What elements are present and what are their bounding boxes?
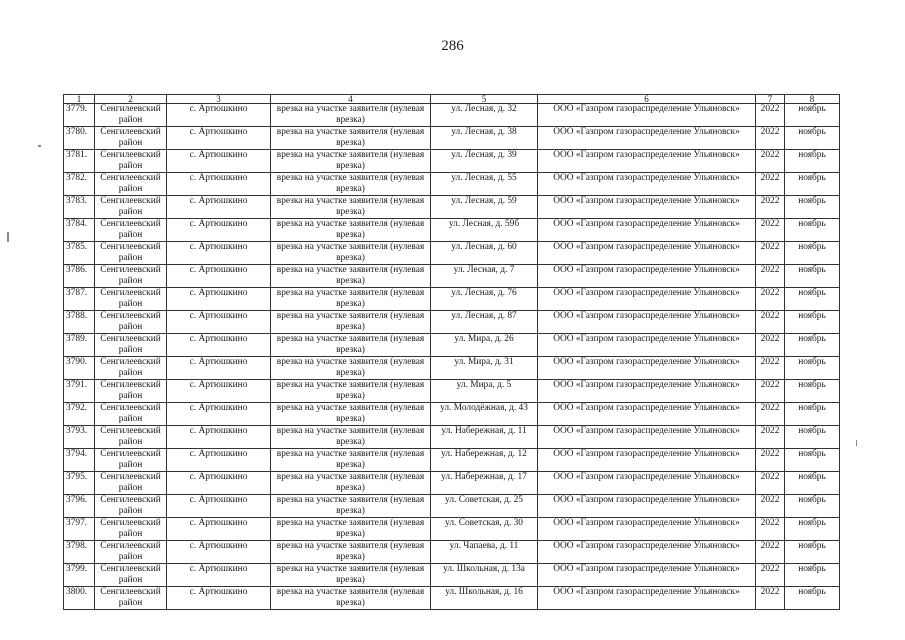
district-cell: Сенгилеевский район — [95, 196, 167, 219]
row-number: 3786. — [64, 265, 95, 288]
table-row — [64, 265, 840, 288]
organization-cell: ООО «Газпром газораспределение Ульяновск» — [538, 265, 756, 288]
village-cell: с. Артюшкино — [167, 380, 271, 403]
district-cell: Сенгилеевский район — [95, 127, 167, 150]
address-cell: ул. Молодёжная, д. 43 — [431, 403, 538, 426]
district-cell: Сенгилеевский район — [95, 265, 167, 288]
year-cell: 2022 — [756, 219, 785, 242]
work-type-cell: врезка на участке заявителя (нулевая врезка) — [271, 541, 431, 564]
table-row — [64, 242, 840, 265]
month-cell: ноябрь — [785, 403, 840, 426]
month-cell: ноябрь — [785, 127, 840, 150]
column-number-1: 1 — [64, 95, 95, 104]
year-cell: 2022 — [756, 449, 785, 472]
year-cell: 2022 — [756, 311, 785, 334]
village-cell: с. Артюшкино — [167, 587, 271, 610]
district-cell: Сенгилеевский район — [95, 518, 167, 541]
row-number: 3791. — [64, 380, 95, 403]
row-number: 3783. — [64, 196, 95, 219]
address-cell: ул. Школьная, д. 13а — [431, 564, 538, 587]
table-row — [64, 196, 840, 219]
address-cell: ул. Лесная, д. 39 — [431, 150, 538, 173]
row-number: 3784. — [64, 219, 95, 242]
year-cell: 2022 — [756, 495, 785, 518]
work-type-cell: врезка на участке заявителя (нулевая врезка) — [271, 380, 431, 403]
row-number: 3793. — [64, 426, 95, 449]
year-cell: 2022 — [756, 104, 785, 127]
village-cell: с. Артюшкино — [167, 288, 271, 311]
table-row — [64, 403, 840, 426]
month-cell: ноябрь — [785, 150, 840, 173]
table-row — [64, 426, 840, 449]
organization-cell: ООО «Газпром газораспределение Ульяновск» — [538, 403, 756, 426]
column-number-row — [64, 95, 840, 104]
village-cell: с. Артюшкино — [167, 173, 271, 196]
address-cell: ул. Школьная, д. 16 — [431, 587, 538, 610]
address-cell: ул. Лесная, д. 55 — [431, 173, 538, 196]
village-cell: с. Артюшкино — [167, 472, 271, 495]
district-cell: Сенгилеевский район — [95, 357, 167, 380]
year-cell: 2022 — [756, 380, 785, 403]
district-cell: Сенгилеевский район — [95, 495, 167, 518]
work-type-cell: врезка на участке заявителя (нулевая врезка) — [271, 587, 431, 610]
row-number: 3799. — [64, 564, 95, 587]
year-cell: 2022 — [756, 426, 785, 449]
work-type-cell: врезка на участке заявителя (нулевая врезка) — [271, 265, 431, 288]
work-type-cell: врезка на участке заявителя (нулевая врезка) — [271, 104, 431, 127]
column-number-6: 6 — [538, 95, 756, 104]
work-type-cell: врезка на участке заявителя (нулевая врезка) — [271, 564, 431, 587]
village-cell: с. Артюшкино — [167, 541, 271, 564]
work-type-cell: врезка на участке заявителя (нулевая врезка) — [271, 449, 431, 472]
address-cell: ул. Советская, д. 25 — [431, 495, 538, 518]
organization-cell: ООО «Газпром газораспределение Ульяновск» — [538, 449, 756, 472]
district-cell: Сенгилеевский район — [95, 380, 167, 403]
district-cell: Сенгилеевский район — [95, 311, 167, 334]
work-type-cell: врезка на участке заявителя (нулевая врезка) — [271, 403, 431, 426]
organization-cell: ООО «Газпром газораспределение Ульяновск» — [538, 564, 756, 587]
month-cell: ноябрь — [785, 564, 840, 587]
row-number: 3796. — [64, 495, 95, 518]
work-type-cell: врезка на участке заявителя (нулевая врезка) — [271, 518, 431, 541]
year-cell: 2022 — [756, 518, 785, 541]
organization-cell: ООО «Газпром газораспределение Ульяновск» — [538, 196, 756, 219]
district-cell: Сенгилеевский район — [95, 587, 167, 610]
address-cell: ул. Лесная, д. 76 — [431, 288, 538, 311]
organization-cell: ООО «Газпром газораспределение Ульяновск» — [538, 288, 756, 311]
table-row — [64, 495, 840, 518]
row-number: 3781. — [64, 150, 95, 173]
address-cell: ул. Чапаева, д. 11 — [431, 541, 538, 564]
table-row — [64, 219, 840, 242]
scan-speck — [7, 232, 9, 242]
row-number: 3798. — [64, 541, 95, 564]
month-cell: ноябрь — [785, 587, 840, 610]
row-number: 3800. — [64, 587, 95, 610]
table-row — [64, 587, 840, 610]
work-type-cell: врезка на участке заявителя (нулевая врезка) — [271, 173, 431, 196]
month-cell: ноябрь — [785, 173, 840, 196]
village-cell: с. Артюшкино — [167, 564, 271, 587]
organization-cell: ООО «Газпром газораспределение Ульяновск» — [538, 518, 756, 541]
work-type-cell: врезка на участке заявителя (нулевая врезка) — [271, 150, 431, 173]
district-cell: Сенгилеевский район — [95, 219, 167, 242]
month-cell: ноябрь — [785, 311, 840, 334]
table-row — [64, 518, 840, 541]
table-row — [64, 564, 840, 587]
address-cell: ул. Мира, д. 26 — [431, 334, 538, 357]
column-number-3: 3 — [167, 95, 271, 104]
village-cell: с. Артюшкино — [167, 495, 271, 518]
year-cell: 2022 — [756, 242, 785, 265]
register-table — [63, 94, 840, 610]
row-number: 3790. — [64, 357, 95, 380]
organization-cell: ООО «Газпром газораспределение Ульяновск» — [538, 472, 756, 495]
organization-cell: ООО «Газпром газораспределение Ульяновск» — [538, 104, 756, 127]
village-cell: с. Артюшкино — [167, 403, 271, 426]
district-cell: Сенгилеевский район — [95, 104, 167, 127]
organization-cell: ООО «Газпром газораспределение Ульяновск» — [538, 219, 756, 242]
district-cell: Сенгилеевский район — [95, 472, 167, 495]
address-cell: ул. Лесная, д. 60 — [431, 242, 538, 265]
district-cell: Сенгилеевский район — [95, 150, 167, 173]
month-cell: ноябрь — [785, 219, 840, 242]
year-cell: 2022 — [756, 288, 785, 311]
work-type-cell: врезка на участке заявителя (нулевая врезка) — [271, 196, 431, 219]
address-cell: ул. Мира, д. 5 — [431, 380, 538, 403]
organization-cell: ООО «Газпром газораспределение Ульяновск» — [538, 380, 756, 403]
row-number: 3797. — [64, 518, 95, 541]
district-cell: Сенгилеевский район — [95, 288, 167, 311]
month-cell: ноябрь — [785, 334, 840, 357]
organization-cell: ООО «Газпром газораспределение Ульяновск» — [538, 541, 756, 564]
work-type-cell: врезка на участке заявителя (нулевая врезка) — [271, 127, 431, 150]
row-number: 3792. — [64, 403, 95, 426]
row-number: 3780. — [64, 127, 95, 150]
organization-cell: ООО «Газпром газораспределение Ульяновск» — [538, 173, 756, 196]
row-number: 3782. — [64, 173, 95, 196]
table-row — [64, 311, 840, 334]
year-cell: 2022 — [756, 196, 785, 219]
village-cell: с. Артюшкино — [167, 265, 271, 288]
month-cell: ноябрь — [785, 357, 840, 380]
table-row — [64, 472, 840, 495]
table-row — [64, 449, 840, 472]
address-cell: ул. Лесная, д. 59б — [431, 219, 538, 242]
village-cell: с. Артюшкино — [167, 150, 271, 173]
work-type-cell: врезка на участке заявителя (нулевая врезка) — [271, 495, 431, 518]
address-cell: ул. Лесная, д. 59 — [431, 196, 538, 219]
village-cell: с. Артюшкино — [167, 449, 271, 472]
work-type-cell: врезка на участке заявителя (нулевая врезка) — [271, 311, 431, 334]
scan-speck — [856, 440, 857, 446]
organization-cell: ООО «Газпром газораспределение Ульяновск» — [538, 311, 756, 334]
work-type-cell: врезка на участке заявителя (нулевая врезка) — [271, 334, 431, 357]
table-row — [64, 357, 840, 380]
organization-cell: ООО «Газпром газораспределение Ульяновск» — [538, 150, 756, 173]
village-cell: с. Артюшкино — [167, 518, 271, 541]
table-body — [64, 104, 840, 610]
address-cell: ул. Набережная, д. 17 — [431, 472, 538, 495]
organization-cell: ООО «Газпром газораспределение Ульяновск» — [538, 495, 756, 518]
page-number: 286 — [441, 38, 464, 54]
column-number-2: 2 — [95, 95, 167, 104]
month-cell: ноябрь — [785, 288, 840, 311]
table-row — [64, 173, 840, 196]
village-cell: с. Артюшкино — [167, 219, 271, 242]
work-type-cell: врезка на участке заявителя (нулевая врезка) — [271, 472, 431, 495]
address-cell: ул. Лесная, д. 87 — [431, 311, 538, 334]
row-number: 3788. — [64, 311, 95, 334]
district-cell: Сенгилеевский район — [95, 541, 167, 564]
month-cell: ноябрь — [785, 380, 840, 403]
address-cell: ул. Лесная, д. 7 — [431, 265, 538, 288]
village-cell: с. Артюшкино — [167, 426, 271, 449]
month-cell: ноябрь — [785, 265, 840, 288]
month-cell: ноябрь — [785, 541, 840, 564]
column-number-5: 5 — [431, 95, 538, 104]
village-cell: с. Артюшкино — [167, 242, 271, 265]
month-cell: ноябрь — [785, 196, 840, 219]
row-number: 3794. — [64, 449, 95, 472]
column-number-7: 7 — [756, 95, 785, 104]
district-cell: Сенгилеевский район — [95, 403, 167, 426]
table-row — [64, 380, 840, 403]
year-cell: 2022 — [756, 472, 785, 495]
month-cell: ноябрь — [785, 472, 840, 495]
district-cell: Сенгилеевский район — [95, 564, 167, 587]
table-row — [64, 150, 840, 173]
work-type-cell: врезка на участке заявителя (нулевая врезка) — [271, 288, 431, 311]
address-cell: ул. Советская, д. 30 — [431, 518, 538, 541]
year-cell: 2022 — [756, 541, 785, 564]
table-row — [64, 104, 840, 127]
address-cell: ул. Набережная, д. 12 — [431, 449, 538, 472]
month-cell: ноябрь — [785, 426, 840, 449]
district-cell: Сенгилеевский район — [95, 426, 167, 449]
address-cell: ул. Лесная, д. 38 — [431, 127, 538, 150]
table-row — [64, 127, 840, 150]
year-cell: 2022 — [756, 357, 785, 380]
year-cell: 2022 — [756, 334, 785, 357]
year-cell: 2022 — [756, 564, 785, 587]
work-type-cell: врезка на участке заявителя (нулевая врезка) — [271, 219, 431, 242]
year-cell: 2022 — [756, 150, 785, 173]
address-cell: ул. Мира, д. 31 — [431, 357, 538, 380]
district-cell: Сенгилеевский район — [95, 242, 167, 265]
organization-cell: ООО «Газпром газораспределение Ульяновск» — [538, 242, 756, 265]
row-number: 3779. — [64, 104, 95, 127]
year-cell: 2022 — [756, 173, 785, 196]
column-number-4: 4 — [271, 95, 431, 104]
year-cell: 2022 — [756, 265, 785, 288]
village-cell: с. Артюшкино — [167, 311, 271, 334]
column-number-8: 8 — [785, 95, 840, 104]
village-cell: с. Артюшкино — [167, 196, 271, 219]
district-cell: Сенгилеевский район — [95, 449, 167, 472]
district-cell: Сенгилеевский район — [95, 334, 167, 357]
organization-cell: ООО «Газпром газораспределение Ульяновск» — [538, 357, 756, 380]
year-cell: 2022 — [756, 587, 785, 610]
month-cell: ноябрь — [785, 495, 840, 518]
row-number: 3789. — [64, 334, 95, 357]
table-row — [64, 288, 840, 311]
organization-cell: ООО «Газпром газораспределение Ульяновск» — [538, 587, 756, 610]
row-number: 3787. — [64, 288, 95, 311]
district-cell: Сенгилеевский район — [95, 173, 167, 196]
row-number: 3785. — [64, 242, 95, 265]
month-cell: ноябрь — [785, 449, 840, 472]
address-cell: ул. Лесная, д. 32 — [431, 104, 538, 127]
work-type-cell: врезка на участке заявителя (нулевая врезка) — [271, 426, 431, 449]
table-row — [64, 334, 840, 357]
row-number: 3795. — [64, 472, 95, 495]
work-type-cell: врезка на участке заявителя (нулевая врезка) — [271, 242, 431, 265]
organization-cell: ООО «Газпром газораспределение Ульяновск» — [538, 426, 756, 449]
scan-speck — [38, 145, 41, 147]
organization-cell: ООО «Газпром газораспределение Ульяновск» — [538, 127, 756, 150]
month-cell: ноябрь — [785, 104, 840, 127]
year-cell: 2022 — [756, 403, 785, 426]
month-cell: ноябрь — [785, 242, 840, 265]
village-cell: с. Артюшкино — [167, 357, 271, 380]
village-cell: с. Артюшкино — [167, 104, 271, 127]
village-cell: с. Артюшкино — [167, 334, 271, 357]
work-type-cell: врезка на участке заявителя (нулевая врезка) — [271, 357, 431, 380]
organization-cell: ООО «Газпром газораспределение Ульяновск» — [538, 334, 756, 357]
village-cell: с. Артюшкино — [167, 127, 271, 150]
table-row — [64, 541, 840, 564]
year-cell: 2022 — [756, 127, 785, 150]
month-cell: ноябрь — [785, 518, 840, 541]
address-cell: ул. Набережная, д. 11 — [431, 426, 538, 449]
